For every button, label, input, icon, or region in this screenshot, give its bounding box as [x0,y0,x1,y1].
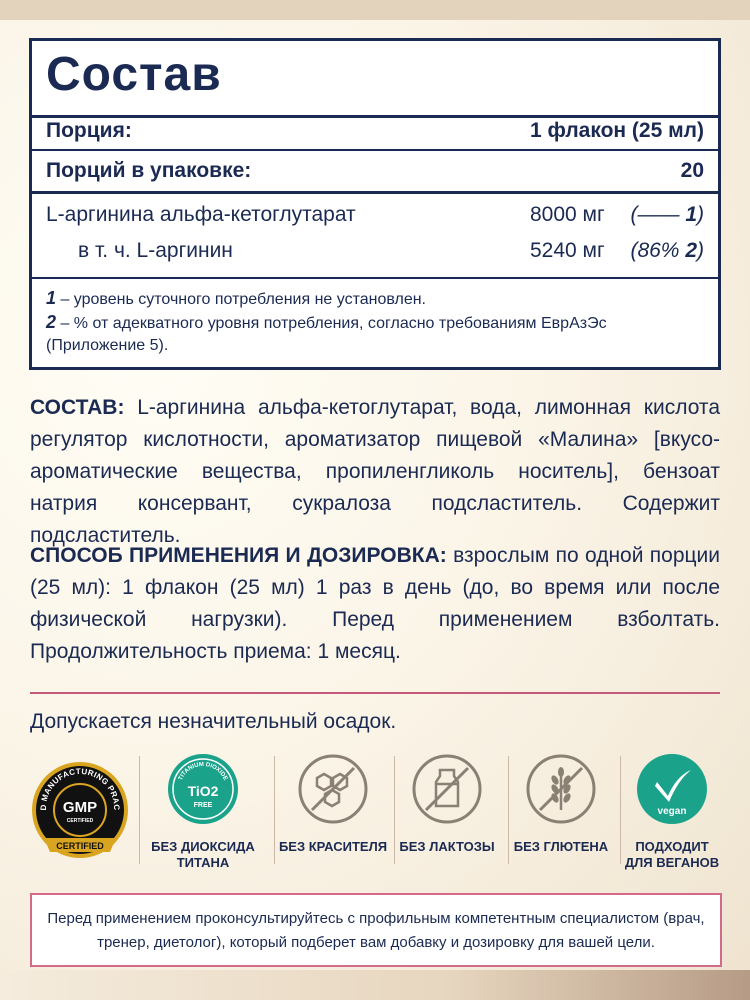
vegan-word: vegan [657,806,687,817]
tio2-center-text: TiO2 [187,783,219,799]
sostav-text: L-аргинина альфа-кетоглутарат, вода, лимонная кислота регулятор кислотности, ароматизатор пищевой «Малина» [вкусо-ароматические вещества, пропиленгликоль носитель], бензоат натрия консервант, сукралоза подсластитель. Содержит подсластитель. [30,396,720,547]
ingredient-dv-close: ) [697,203,704,226]
gmp-seal-icon [30,752,130,862]
gmp-sub-text: CERTIFIED [66,818,94,824]
sostav-label: СОСТАВ: [30,396,125,419]
servings-rule [32,191,718,194]
portion-value: 1 флакон (25 мл) [529,119,704,142]
badge-no-gluten [506,752,616,855]
ingredient-name: L-аргинина альфа-кетоглутарат [46,203,356,226]
footnote-mark: 2 [46,312,57,332]
ingredient-dv-close: ) [697,239,704,262]
badges-row [30,752,720,872]
bottom-band [0,970,750,1000]
footnote-text: (Приложение 5). [46,337,169,354]
badge-divider [139,756,140,864]
badge-divider [274,756,275,864]
footnote-text: – % от адекватного уровня потребления, согласно требованиям ЕврАзЭс [56,315,607,332]
tio2-free-icon [166,752,240,826]
top-band [0,0,750,20]
badge-label: БЕЗ ЛАКТОЗЫ [399,839,495,854]
footnote [46,311,704,335]
gmp-badge [30,752,130,862]
footnotes [46,287,704,357]
footnote-mark: 1 [46,288,57,308]
footnote [46,335,704,357]
ingredient-amount: 8000 мг [530,203,605,226]
badge-vegan [622,752,722,871]
portion-rule [32,149,718,151]
ingredient-dv [630,239,704,263]
ingredient-note-mark: 2 [685,239,697,262]
badge-label: ПОДХОДИТ ДЛЯ ВЕГАНОВ [624,839,720,870]
ingredients-paragraph [30,392,720,552]
usage-text: взрослым по одной порции (25 мл): 1 флакон (25 мл) 1 раз в день (до, во время или после физической нагрузки). Перед применением взболтать. Продолжительность приема: 1 месяц. [30,544,721,663]
sediment-note: Допускается незначительный осадок. [30,710,397,733]
tio2-ring-text: TITANIUM DIOXIDE [177,761,229,782]
composition-table [29,38,721,370]
gmp-ring-text: D MANUFACTURING PRAC [38,766,122,811]
badge-no-lactose [392,752,502,855]
servings-label: Порций в упаковке: [46,159,252,182]
badge-no-tio2 [148,752,258,871]
portion-label: Порция: [46,119,132,142]
ingredient-dv [630,203,704,227]
consult-notice: Перед применением проконсультируйтесь с профильным компетентным специалистом (врач, тренер, диетолог), который подберет вам добавку и дозировку для вашей цели. [30,893,722,967]
tio2-free-text: FREE [193,802,213,809]
no-lactose-icon [410,752,484,826]
footnote [46,287,704,311]
badge-label: БЕЗ ДИОКСИДА ТИТАНА [151,839,255,870]
badge-label: БЕЗ КРАСИТЕЛЯ [278,839,388,854]
badge-divider [620,756,621,864]
usage-label: СПОСОБ ПРИМЕНЕНИЯ И ДОЗИРОВКА: [30,544,447,567]
badge-label: БЕЗ ГЛЮТЕНА [513,839,609,854]
usage-paragraph [30,540,720,668]
gmp-center-text: GMP [62,799,98,816]
ingredient-dv-value: (—— [630,203,686,226]
composition-title: Состав [46,48,222,101]
servings-value: 20 [680,159,704,182]
ingredient-note-mark: 1 [685,203,697,226]
ingredient-name: в т. ч. L-аргинин [78,239,233,262]
ingredient-dv-value: (86% [630,239,686,262]
ingredients-rule [32,277,718,279]
badge-no-colorant [278,752,388,855]
divider-line [30,692,720,694]
gmp-banner-text: CERTIFIED [56,841,104,851]
no-gluten-icon [524,752,598,826]
title-rule [32,115,718,118]
ingredient-amount: 5240 мг [530,239,605,262]
vegan-leaf-icon [635,752,709,826]
no-colorant-icon [296,752,370,826]
footnote-text: – уровень суточного потребления не установлен. [56,291,426,308]
